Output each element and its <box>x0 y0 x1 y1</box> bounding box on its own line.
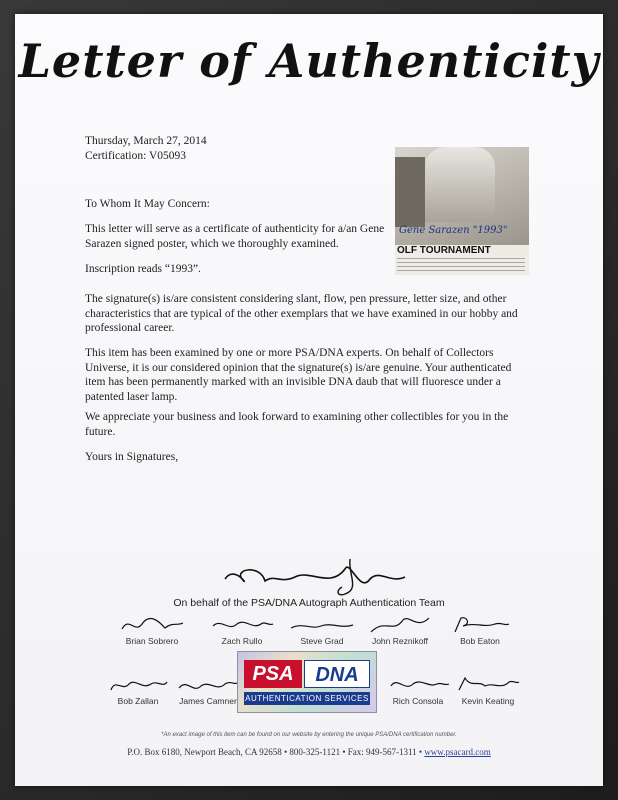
footnote: *An exact image of this item can be found on our website by entering the unique PSA/DNA certification number. <box>161 732 457 738</box>
certification-number: Certification: V05093 <box>85 149 187 162</box>
signature-mark <box>365 614 435 636</box>
closing: Yours in Signatures, <box>85 451 179 463</box>
logo-psa: PSA <box>244 660 302 688</box>
signature-mark <box>117 614 187 636</box>
paragraph-4-line: future. <box>85 425 116 438</box>
signer-name: Bob Zallan <box>117 696 159 706</box>
paragraph-3-line: This item has been examined by one or more PSA/DNA experts. On behalf of Collectors <box>85 347 494 359</box>
footer <box>15 747 603 757</box>
signature-mark <box>453 674 523 696</box>
letter-page <box>15 14 603 786</box>
paragraph-4 <box>85 410 535 439</box>
signer-bob-eaton <box>435 614 525 646</box>
signature-mark <box>445 614 515 636</box>
paragraph-3-line: Universe, it is our considered opinion that the signature(s) is/are genuine. Your authenticated <box>85 361 512 374</box>
psa-dna-hologram-logo <box>237 651 377 713</box>
website-link[interactable]: www.psacard.com <box>424 747 491 757</box>
paragraph-3-line: item has been permanently marked with an invisible DNA daub that will fluoresce under a <box>85 376 501 388</box>
signer-name: Steve Grad <box>300 636 344 646</box>
paragraph-3 <box>85 346 535 404</box>
letter-title: Letter of Authenticity <box>18 34 600 88</box>
paragraph-1 <box>85 222 385 251</box>
signer-name: Rich Consola <box>392 696 444 706</box>
main-signature <box>220 549 410 599</box>
signature-mark <box>287 614 357 636</box>
signature-mark <box>207 614 277 636</box>
logo-dna: DNA <box>304 660 370 688</box>
salutation: To Whom It May Concern: <box>85 198 210 210</box>
paragraph-2-line: professional career. <box>85 322 175 334</box>
logo-services: AUTHENTICATION SERVICES <box>245 694 369 703</box>
paragraph-1-line: This letter will serve as a certificate of authenticity for a/an Gene <box>85 223 385 235</box>
paragraph-2-line: The signature(s) is/are consistent considering slant, flow, pen pressure, letter size, and other <box>85 293 507 305</box>
signer-name: John Reznikoff <box>371 636 429 646</box>
signer-brian-sobrero <box>107 614 197 646</box>
team-line: On behalf of the PSA/DNA Autograph Authentication Team <box>173 597 445 609</box>
inscription: Inscription reads “1993”. <box>85 263 201 275</box>
signer-kevin-keating <box>443 674 533 706</box>
paragraph-1-line: Sarazen signed poster, which we thoroughly examined. <box>85 237 339 250</box>
signer-john-reznikoff <box>355 614 445 646</box>
photo-caption: OLF TOURNAMENT <box>397 245 491 256</box>
signer-steve-grad <box>277 614 367 646</box>
signature-mark <box>173 674 243 696</box>
paragraph-4-line: We appreciate your business and look forward to examining other collectibles for you in the <box>85 411 509 423</box>
paragraph-2 <box>85 292 535 336</box>
signer-name: Kevin Keating <box>461 696 515 706</box>
signer-zach-rullo <box>197 614 287 646</box>
photo-figure-left <box>395 157 425 227</box>
paragraph-3-line: patented laser lamp. <box>85 390 178 403</box>
signer-name: Bob Eaton <box>460 636 500 646</box>
signer-name: Brian Sobrero <box>125 636 179 646</box>
photo-signature: Gene Sarazen "1993" <box>399 225 508 236</box>
letter-date: Thursday, March 27, 2014 <box>85 135 207 147</box>
signer-name: Zach Rullo <box>221 636 263 646</box>
signer-name: James Camner <box>179 696 237 706</box>
paragraph-2-line: characteristics that are typical of the other exemplars that we have examined in our hobby and <box>85 307 518 320</box>
footer-address: P.O. Box 6180, Newport Beach, CA 92658 • 800-325-1121 • Fax: 949-567-1311 • <box>127 747 423 757</box>
